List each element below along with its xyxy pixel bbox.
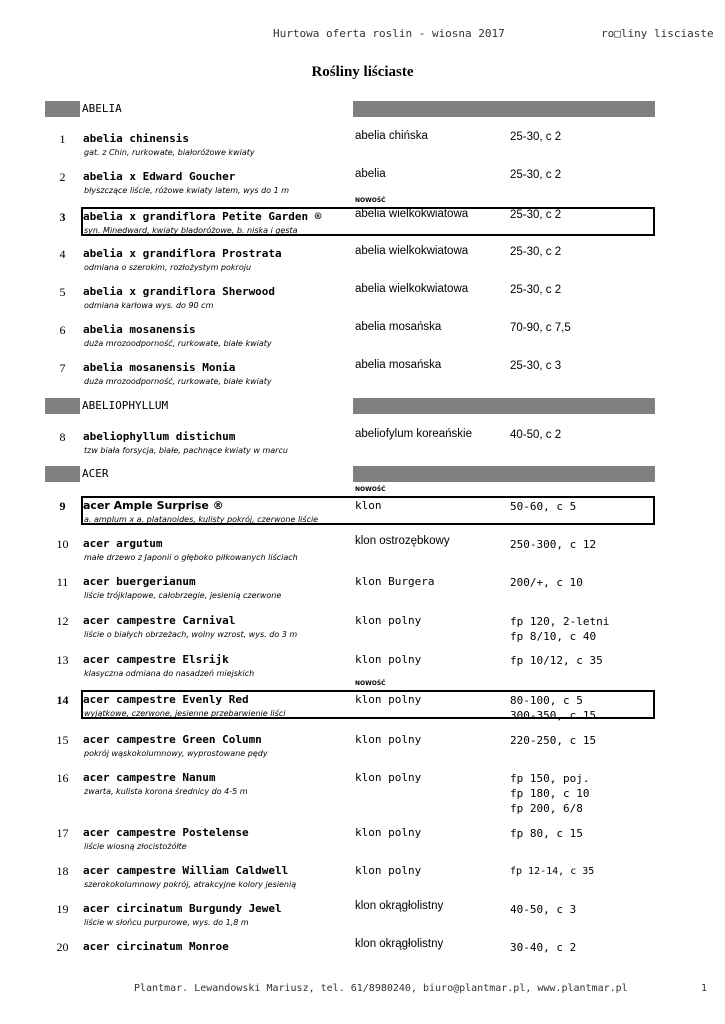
page-header-section: ro□liny lisciaste: [601, 27, 714, 40]
plant-description: liście o białych obrzeżach, wolny wzrost, wys. do 3 m: [84, 630, 298, 639]
plant-description: liście w słońcu purpurowe, wys. do 1,8 m: [84, 918, 249, 927]
row-number: 6: [59, 323, 66, 337]
table-row: [0, 167, 725, 201]
plant-description: a. amplum x a. platanoides, kulisty pokrój, czerwone liście: [84, 515, 319, 524]
new-badge: NOWOŚĆ: [355, 680, 386, 687]
latin-name: acer campestre Evenly Red: [83, 693, 249, 706]
plant-description: tzw biała forsycja, białe, pachnące kwiaty w marcu: [84, 446, 288, 455]
row-number: 5: [59, 285, 66, 299]
row-number: 10: [56, 537, 69, 551]
table-row: [0, 937, 725, 971]
table-row: [0, 244, 725, 278]
common-name: abelia wielkokwiatowa: [355, 208, 469, 220]
plant-description: duża mrozoodporność, rurkowate, białe kwiaty: [84, 377, 272, 386]
size-container: 25-30, c 2: [510, 209, 562, 221]
latin-name: acer Ample Surprise ®: [83, 499, 224, 512]
latin-name: abeliophyllum distichum: [83, 430, 236, 443]
row-number: 19: [56, 902, 69, 916]
common-name: klon ostrozębkowy: [355, 535, 450, 547]
row-number: 4: [59, 247, 66, 261]
latin-name: acer buergerianum: [83, 575, 196, 588]
table-row: [0, 129, 725, 163]
size-container: 220-250, c 15: [510, 734, 597, 747]
common-name: klon polny: [355, 733, 422, 746]
page-number: 1: [701, 983, 708, 994]
size-container: 25-30, c 2: [510, 131, 562, 143]
row-number: 1: [59, 132, 66, 146]
size-container: 250-300, c 12: [510, 538, 597, 551]
row-number: 8: [59, 430, 66, 444]
common-name: abelia mosańska: [355, 359, 442, 371]
latin-name: acer campestre Nanum: [83, 771, 216, 784]
plant-description: zwarta, kulista korona średnicy do 4-5 m: [84, 787, 248, 796]
latin-name: acer circinatum Burgundy Jewel: [83, 902, 282, 915]
table-row-new: [0, 486, 725, 530]
common-name: klon polny: [355, 771, 422, 784]
common-name: klon okrągłolistny: [355, 938, 444, 950]
row-number: 3: [59, 210, 66, 224]
size-container: 70-90, c 7,5: [510, 322, 571, 334]
size-container: fp 150, poj. fp 180, c 10 fp 200, 6/8: [510, 772, 590, 815]
row-number: 16: [56, 771, 69, 785]
latin-name: acer campestre Green Column: [83, 733, 262, 746]
table-row: [0, 861, 725, 895]
plant-description: klasyczna odmiana do nasadzeń miejskich: [84, 669, 255, 678]
latin-name: acer campestre William Caldwell: [83, 864, 289, 877]
common-name: klon polny: [355, 826, 422, 839]
plant-description: wyjątkowe, czerwone, jesienne przebarwienie liści: [84, 709, 286, 718]
row-number: 14: [56, 693, 69, 707]
size-container: 80-100, c 5 300-350, c 15: [510, 694, 597, 722]
size-container: 25-30, c 2: [510, 246, 562, 258]
table-row: [0, 768, 725, 818]
common-name: klon: [355, 499, 382, 512]
size-container: 30-40, c 2: [510, 941, 577, 954]
table-row: [0, 899, 725, 933]
genus-header-acer: [45, 466, 655, 482]
latin-name: abelia x grandiflora Prostrata: [83, 247, 282, 260]
genus-bar: [45, 398, 80, 414]
page-footer: Plantmar. Lewandowski Mariusz, tel. 61/8980240, biuro@plantmar.pl, www.plantmar.pl: [134, 983, 628, 994]
common-name: abelia chińska: [355, 130, 428, 142]
latin-name: abelia chinensis: [83, 132, 189, 145]
common-name: klon okrągłolistny: [355, 900, 444, 912]
size-container: 50-60, c 5: [510, 500, 577, 513]
plant-description: duża mrozoodporność, rurkowate, białe kwiaty: [84, 339, 272, 348]
page-header-title: Hurtowa oferta roslin - wiosna 2017: [273, 27, 505, 40]
common-name: klon polny: [355, 653, 422, 666]
table-row: [0, 427, 725, 461]
size-container: fp 12-14, c 35: [510, 866, 595, 877]
genus-bar: [353, 466, 655, 482]
size-container: 25-30, c 2: [510, 169, 562, 181]
size-container: fp 10/12, c 35: [510, 654, 603, 667]
row-number: 17: [56, 826, 69, 840]
new-badge: NOWOŚĆ: [355, 486, 386, 493]
table-row: [0, 611, 725, 645]
row-number: 20: [56, 940, 69, 954]
size-container: fp 120, 2-letni fp 8/10, c 40: [510, 615, 610, 643]
genus-name: ABELIOPHYLLUM: [82, 399, 169, 412]
plant-description: syn. Minedward, kwiaty bladoróżowe, b. niska i gęsta: [84, 226, 298, 235]
new-badge: NOWOŚĆ: [355, 197, 386, 204]
genus-name: ACER: [82, 467, 109, 480]
genus-bar: [45, 466, 80, 482]
latin-name: acer circinatum Monroe: [83, 940, 229, 953]
table-row: [0, 358, 725, 392]
table-row: [0, 823, 725, 857]
common-name: abelia: [355, 168, 386, 180]
row-number: 7: [59, 361, 66, 375]
plant-description: liście trójklapowe, całobrzegie, jesienią czerwone: [84, 591, 282, 600]
genus-bar: [45, 101, 80, 117]
size-container: 200/+, c 10: [510, 576, 583, 589]
table-row: [0, 282, 725, 316]
page-title: Rośliny liściaste: [311, 64, 414, 80]
common-name: abelia wielkokwiatowa: [355, 245, 469, 257]
row-number: 13: [56, 653, 69, 667]
common-name: klon Burgera: [355, 575, 435, 588]
row-number: 18: [56, 864, 69, 878]
common-name: abeliofylum koreańskie: [355, 428, 472, 440]
common-name: abelia wielkokwiatowa: [355, 283, 469, 295]
row-number: 2: [59, 170, 66, 184]
size-container: fp 80, c 15: [510, 827, 583, 840]
size-container: 25-30, c 3: [510, 360, 562, 372]
common-name: klon polny: [355, 693, 422, 706]
genus-header-abeliophyllum: [45, 398, 655, 414]
plant-description: odmiana o szerokim, rozłożystym pokroju: [84, 263, 252, 272]
latin-name: acer argutum: [83, 537, 163, 550]
latin-name: abelia x Edward Goucher: [83, 170, 236, 183]
plant-description: małe drzewo z Japonii o głęboko piłkowanych liściach: [84, 553, 298, 562]
plant-description: błyszczące liście, różowe kwiaty latem, wys do 1 m: [84, 186, 290, 195]
genus-header-abelia: [45, 101, 655, 117]
genus-bar: [353, 398, 655, 414]
table-row: [0, 650, 725, 684]
plant-description: pokrój wąskokolumnowy, wyprostowane pędy: [84, 749, 268, 758]
row-number: 15: [56, 733, 69, 747]
latin-name: abelia mosanensis Monia: [83, 361, 236, 374]
table-row: [0, 320, 725, 354]
plant-description: liście wiosną złocistożółte: [84, 842, 187, 851]
genus-bar: [353, 101, 655, 117]
table-row: [0, 572, 725, 606]
common-name: klon polny: [355, 864, 422, 877]
latin-name: acer campestre Postelense: [83, 826, 249, 839]
table-row-new: [0, 197, 725, 241]
row-number: 11: [56, 575, 69, 589]
latin-name: acer campestre Carnival: [83, 614, 236, 627]
size-container: 40-50, c 2: [510, 429, 562, 441]
row-number: 12: [56, 614, 69, 628]
size-container: 40-50, c 3: [510, 903, 577, 916]
table-row-new: [0, 680, 725, 724]
size-container: 25-30, c 2: [510, 284, 562, 296]
row-number: 9: [59, 499, 66, 513]
latin-name: abelia mosanensis: [83, 323, 196, 336]
plant-description: szerokokolumnowy pokrój, atrakcyjne kolory jesienią: [84, 880, 297, 889]
latin-name: abelia x grandiflora Petite Garden ®: [83, 210, 322, 223]
common-name: abelia mosańska: [355, 321, 442, 333]
plant-description: odmiana karłowa wys. do 90 cm: [84, 301, 214, 310]
latin-name: acer campestre Elsrijk: [83, 653, 229, 666]
plant-description: gat. z Chin, rurkowate, białoróżowe kwiaty: [84, 148, 255, 157]
table-row: [0, 534, 725, 568]
table-row: [0, 730, 725, 764]
genus-name: ABELIA: [82, 102, 122, 115]
latin-name: abelia x grandiflora Sherwood: [83, 285, 276, 298]
common-name: klon polny: [355, 614, 422, 627]
